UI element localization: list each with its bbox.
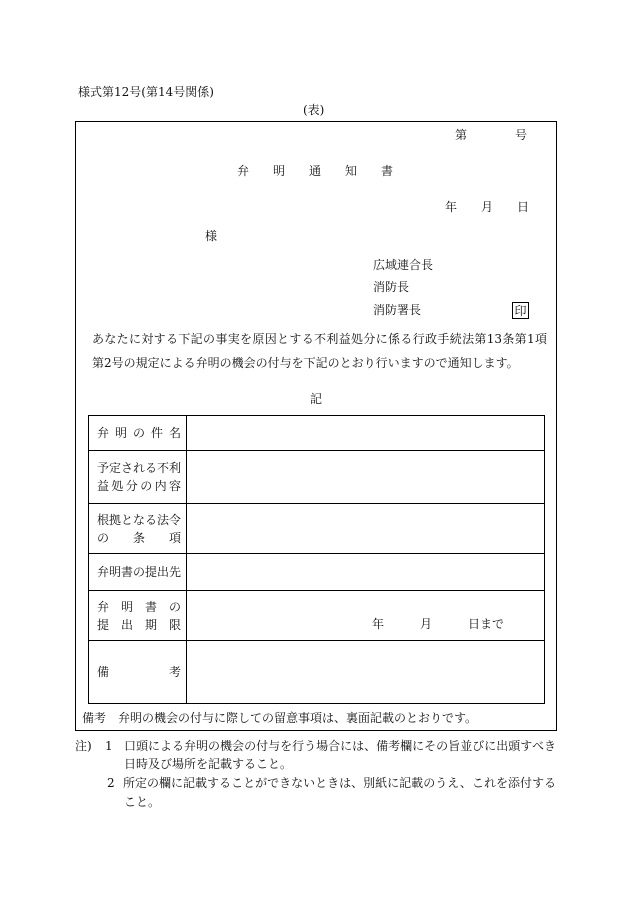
table-row <box>89 504 545 554</box>
issuer-regional-union-head: 広域連合長 <box>373 258 434 272</box>
row-value-cell <box>187 504 545 554</box>
note-number: 1 <box>105 739 113 753</box>
table-row <box>89 416 545 451</box>
row-value-cell <box>187 451 545 504</box>
issuer-fire-station-chief: 消防署長 <box>373 303 422 317</box>
row-label: 弁 明 書 の <box>97 599 182 614</box>
row-value-cell <box>187 554 545 591</box>
table-row <box>89 451 545 504</box>
table-row <box>89 641 545 704</box>
row-label-cell <box>89 554 187 591</box>
issuer-fire-chief: 消防長 <box>373 280 410 294</box>
row-label-cell <box>89 504 187 554</box>
row-label: 弁明書の提出先 <box>97 565 182 579</box>
form-number-label: 様式第12号(第14号関係) <box>78 85 214 99</box>
form-title: 弁 明 通 知 書 <box>237 164 394 178</box>
row-label: 備 考 <box>97 665 182 679</box>
note-text-line: 所定の欄に記載することができないときは、別紙に記載のうえ、これを添付する <box>123 776 556 790</box>
row-value-cell <box>187 641 545 704</box>
row-label: 予定される不利 <box>97 461 182 475</box>
row-label: の 条 項 <box>97 530 182 545</box>
row-value-cell <box>187 416 545 451</box>
row-label: 益処分の内容 <box>97 479 181 493</box>
note-text-line: こと。 <box>124 795 161 809</box>
row-label-cell <box>89 641 187 704</box>
remark-note: 備考 弁明の機会の付与に際しての留意事項は、裏面記載のとおりです。 <box>82 711 478 725</box>
notes-prefix: 注) <box>75 739 92 753</box>
record-heading: 記 <box>310 392 323 406</box>
submission-deadline-value: 年 月 日まで <box>187 591 545 641</box>
body-text-line: 第2号の規定による弁明の機会の付与を下記のとおり行いますので通知します。 <box>92 356 519 370</box>
note-text-line: 口頭による弁明の機会の付与を行う場合には、備考欄にその旨並びに出頭すべき <box>124 739 556 753</box>
details-table <box>88 415 545 704</box>
side-label: (表) <box>303 103 325 117</box>
document-number: 第 号 <box>455 128 528 142</box>
table-row <box>89 554 545 591</box>
row-label-cell <box>89 591 187 641</box>
issue-date: 年 月 日 <box>445 200 530 214</box>
note-text-line: 日時及び場所を記載すること。 <box>124 757 293 771</box>
seal-box: 印 <box>512 302 529 319</box>
row-label-cell <box>89 416 187 451</box>
addressee-honorific: 様 <box>205 229 218 243</box>
row-label: 根拠となる法令 <box>97 512 182 527</box>
row-label-cell <box>89 451 187 504</box>
body-text-line: あなたに対する下記の事実を原因とする不利益処分に係る行政手続法第13条第1項 <box>92 332 547 346</box>
row-label: 提 出 期 限 <box>97 617 182 632</box>
row-label: 弁 明 の 件 名 <box>97 426 181 440</box>
note-number: 2 <box>107 776 115 790</box>
table-row <box>89 591 545 641</box>
